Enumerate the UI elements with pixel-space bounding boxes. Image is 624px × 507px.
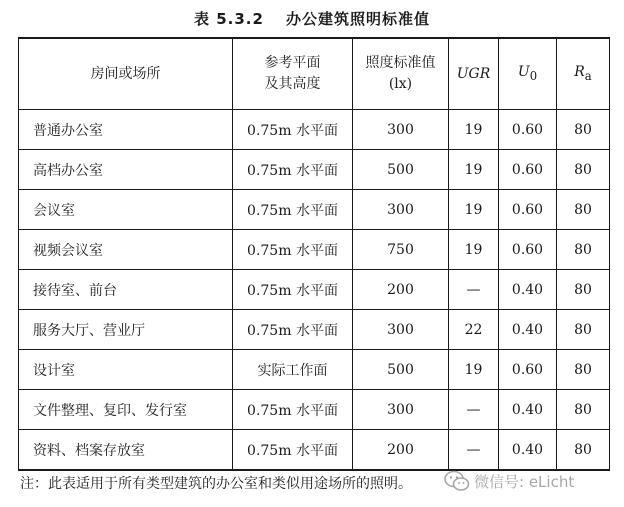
header-ra (557, 38, 610, 110)
cell-room: 普通办公室 (19, 110, 233, 150)
header-ra-sub: a (584, 68, 592, 83)
table-row (19, 430, 610, 471)
cell-lux: 200 (353, 430, 449, 471)
cell-plane: 0.75m 水平面 (233, 390, 353, 430)
cell-room: 高档办公室 (19, 150, 233, 190)
watermark (444, 467, 614, 495)
watermark-text: 微信号: eLicht (474, 472, 575, 491)
cell-room: 视频会议室 (19, 230, 233, 270)
cell-room: 资料、档案存放室 (19, 430, 233, 471)
header-plane-line2: 及其高度 (264, 76, 321, 92)
cell-plane: 实际工作面 (233, 350, 353, 390)
cell-lux: 500 (353, 350, 449, 390)
cell-ugr: 19 (449, 350, 499, 390)
header-plane-line1: 参考平面 (264, 55, 321, 71)
cell-lux: 300 (353, 390, 449, 430)
lighting-standard-table (18, 37, 610, 471)
table-note: 注：此表适用于所有类型建筑的办公室和类似用途场所的照明。 (20, 476, 412, 492)
cell-u0: 0.40 (499, 390, 557, 430)
cell-plane: 0.75m 水平面 (233, 430, 353, 471)
table-title (0, 6, 624, 32)
cell-lux: 200 (353, 270, 449, 310)
cell-u0: 0.40 (499, 270, 557, 310)
cell-lux: 750 (353, 230, 449, 270)
table-row (19, 270, 610, 310)
cell-ugr: 19 (449, 230, 499, 270)
cell-room: 服务大厅、营业厅 (19, 310, 233, 350)
cell-lux: 300 (353, 190, 449, 230)
cell-u0: 0.40 (499, 310, 557, 350)
cell-lux: 500 (353, 150, 449, 190)
cell-room: 会议室 (19, 190, 233, 230)
cell-ra: 80 (557, 390, 610, 430)
header-room: 房间或场所 (19, 38, 233, 110)
cell-ra: 80 (557, 310, 610, 350)
header-ra-base: R (574, 63, 585, 80)
cell-u0: 0.40 (499, 430, 557, 471)
cell-ra: 80 (557, 150, 610, 190)
cell-plane: 0.75m 水平面 (233, 150, 353, 190)
table-row (19, 390, 610, 430)
cell-ra: 80 (557, 190, 610, 230)
header-lux-line2: (lx) (388, 76, 413, 92)
cell-u0: 0.60 (499, 350, 557, 390)
cell-plane: 0.75m 水平面 (233, 230, 353, 270)
header-lux-line1: 照度标准值 (365, 55, 436, 71)
cell-ugr: 19 (449, 150, 499, 190)
header-plane (233, 38, 353, 110)
cell-room: 设计室 (19, 350, 233, 390)
cell-ugr: 19 (449, 110, 499, 150)
cell-u0: 0.60 (499, 230, 557, 270)
cell-ra: 80 (557, 110, 610, 150)
table-row (19, 110, 610, 150)
cell-u0: 0.60 (499, 110, 557, 150)
cell-room: 接待室、前台 (19, 270, 233, 310)
cell-ugr: 19 (449, 190, 499, 230)
cell-ra: 80 (557, 270, 610, 310)
cell-ra: 80 (557, 430, 610, 471)
table-row (19, 310, 610, 350)
header-u0-sub: 0 (529, 68, 538, 83)
cell-ugr: 22 (449, 310, 499, 350)
cell-ra: 80 (557, 230, 610, 270)
cell-u0: 0.60 (499, 150, 557, 190)
table-row (19, 150, 610, 190)
cell-plane: 0.75m 水平面 (233, 110, 353, 150)
cell-plane: 0.75m 水平面 (233, 190, 353, 230)
wechat-logo-icon (444, 470, 470, 492)
cell-ugr: — (449, 430, 499, 471)
cell-plane: 0.75m 水平面 (233, 270, 353, 310)
cell-u0: 0.60 (499, 190, 557, 230)
table-row (19, 190, 610, 230)
cell-room: 文件整理、复印、发行室 (19, 390, 233, 430)
cell-lux: 300 (353, 110, 449, 150)
header-u0 (499, 38, 557, 110)
header-row (19, 38, 610, 110)
cell-ugr: — (449, 390, 499, 430)
cell-ra: 80 (557, 350, 610, 390)
cell-lux: 300 (353, 310, 449, 350)
cell-ugr: — (449, 270, 499, 310)
cell-plane: 0.75m 水平面 (233, 310, 353, 350)
header-u0-base: U (517, 63, 530, 80)
table-row (19, 230, 610, 270)
table-number: 表 5.3.2 (194, 10, 264, 28)
header-ugr: UGR (449, 38, 499, 110)
table-title-text: 办公建筑照明标准值 (285, 10, 430, 28)
header-lux (353, 38, 449, 110)
table-row (19, 350, 610, 390)
